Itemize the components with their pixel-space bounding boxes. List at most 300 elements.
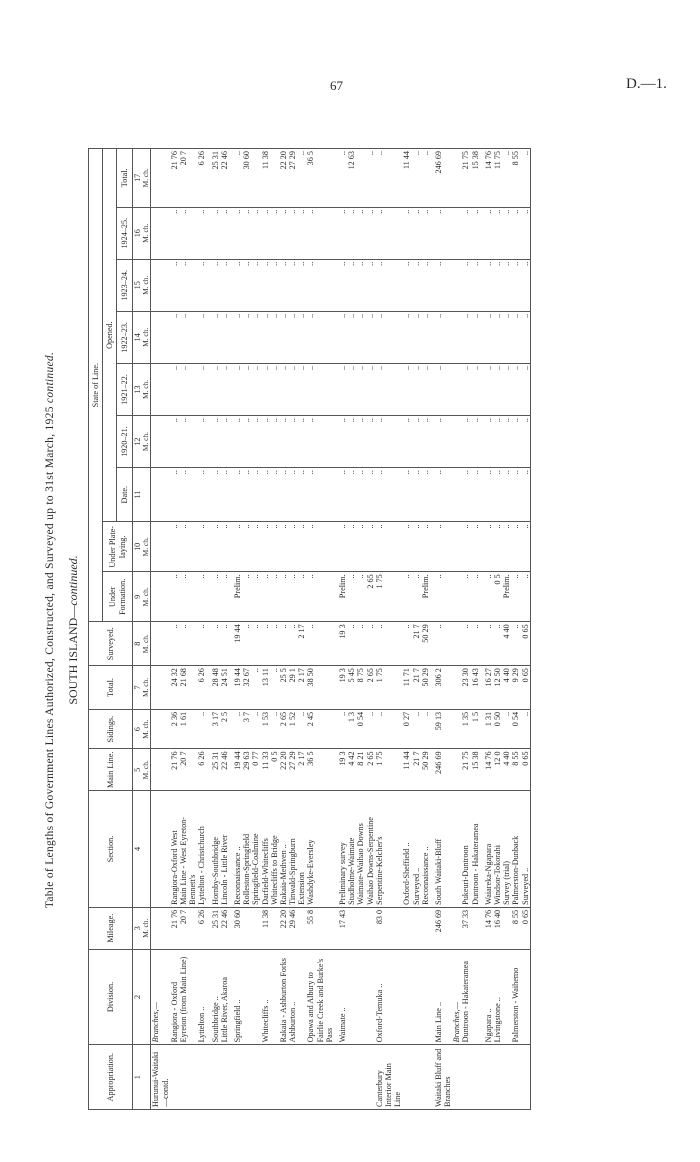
table-cell: .. [279, 622, 288, 666]
table-cell: .. [511, 522, 520, 572]
table-cell: .. [270, 259, 279, 311]
table-cell: .. [306, 622, 334, 666]
table-cell: .. [211, 572, 220, 622]
table-cell: .. [347, 468, 356, 522]
table-cell: .. [421, 468, 430, 522]
table-cell: .. [297, 572, 306, 622]
table-cell: .. [251, 259, 260, 311]
table-cell: .. [306, 259, 334, 311]
table-row [521, 149, 531, 1110]
table-cell [412, 1045, 421, 1110]
column-unit: M. ch. [142, 363, 151, 415]
table-cell: .. [493, 522, 502, 572]
table-cell: 1 31 [484, 709, 493, 749]
table-cell: .. [511, 207, 520, 259]
table-cell: 55 8 [306, 907, 334, 949]
table-cell: 21 7 [412, 749, 421, 791]
column-number: 5 [133, 749, 143, 791]
table-cell: Hornby-Southbridge [211, 791, 220, 908]
table-cell: 22 46 [220, 149, 229, 208]
table-cell: .. [366, 149, 375, 208]
table-cell: 13 11 [261, 666, 270, 710]
table-cell: .. [270, 311, 279, 363]
table-cell: .. [270, 468, 279, 522]
table-cell: .. [233, 149, 242, 208]
table-cell: Waimate .. [338, 949, 347, 1045]
table-cell: .. [279, 311, 288, 363]
table-cell: .. [402, 572, 411, 622]
table-cell [452, 207, 461, 259]
table-cell: .. [288, 522, 297, 572]
table-cell: .. [338, 522, 347, 572]
table-cell: .. [366, 522, 375, 572]
table-cell: .. [434, 207, 452, 259]
table-title-text: Table of Lengths of Government Lines Authorized, Constructed, and Surveyed up to 31st March, 1925 [44, 403, 56, 909]
table-cell: 16 43 [471, 666, 480, 710]
table-cell: 1 5 [471, 709, 480, 749]
table-cell: .. [366, 416, 375, 468]
page-reference: D.—1. [626, 76, 667, 92]
table-cell [452, 572, 461, 622]
table-cell: .. [279, 207, 288, 259]
table-cell: 0 50 [493, 709, 502, 749]
table-cell: 11 38 [261, 907, 270, 949]
table-cell: .. [251, 311, 260, 363]
table-cell: 14 76 [484, 749, 493, 791]
table-cell: .. [261, 416, 270, 468]
table-cell: 4 40 [502, 622, 511, 666]
table-cell: Ashburton .. [288, 949, 297, 1045]
table-cell: .. [484, 259, 493, 311]
table-cell [452, 149, 461, 208]
table-row [493, 149, 502, 1110]
table-cell: 21 76 [170, 907, 179, 949]
table-cell [211, 1045, 220, 1110]
table-cell: Main Line - West Eyreton-Bennett's [179, 791, 197, 908]
table-cell [412, 949, 421, 1045]
table-cell: .. [412, 468, 421, 522]
table-cell: .. [306, 416, 334, 468]
table-cell: 50 29 [421, 666, 430, 710]
column-number: 9 [133, 572, 143, 622]
table-cell: Preliminary survey [338, 791, 347, 908]
table-cell [452, 311, 461, 363]
table-cell: .. [338, 709, 347, 749]
table-cell: .. [179, 468, 197, 522]
col-under-plate-laying: Under Plate-laying. [103, 522, 133, 572]
table-cell: .. [484, 522, 493, 572]
table-cell: .. [211, 468, 220, 522]
table-cell: Lyttelton - Christchurch [197, 791, 206, 908]
table-cell: Livingstone .. [493, 949, 502, 1045]
table-cell: .. [375, 149, 403, 208]
table-cell: .. [421, 311, 430, 363]
table-cell [306, 1045, 334, 1110]
table-cell: .. [251, 363, 260, 415]
table-cell: .. [261, 622, 270, 666]
table-cell: 1 52 [288, 709, 297, 749]
table-cell: 2 65 [366, 666, 375, 710]
table-cell [151, 749, 170, 791]
table-cell [366, 1045, 375, 1110]
table-cell: .. [288, 311, 297, 363]
table-cell: .. [211, 207, 220, 259]
table-cell: .. [347, 363, 356, 415]
table-cell: .. [493, 207, 502, 259]
table-cell: .. [242, 522, 251, 572]
table-cell: .. [493, 311, 502, 363]
table-cell [356, 1045, 365, 1110]
table-cell [151, 468, 170, 522]
column-unit [142, 1045, 151, 1110]
table-cell: .. [521, 311, 531, 363]
table-cell: .. [170, 259, 179, 311]
table-cell [421, 949, 430, 1045]
table-cell: Rangiora - Oxford [170, 949, 179, 1045]
column-unit: M. ch. [142, 149, 151, 208]
table-cell [402, 907, 411, 949]
table-cell: 83 0 [375, 907, 403, 949]
table-cell: 4 40 [502, 749, 511, 791]
table-cell: .. [471, 416, 480, 468]
table-cell: .. [179, 522, 197, 572]
table-cell: Prelim. [338, 572, 347, 622]
table-cell: .. [412, 572, 421, 622]
table-cell: .. [338, 468, 347, 522]
table-cell: .. [502, 311, 511, 363]
table-cell: .. [220, 416, 229, 468]
table-cell: Canterbury Interior Main Line [375, 1045, 403, 1110]
table-cell: .. [197, 522, 206, 572]
table-cell: .. [261, 259, 270, 311]
table-cell: .. [261, 363, 270, 415]
table-cell: .. [461, 522, 470, 572]
table-cell: 21 7 [412, 622, 421, 666]
table-cell [151, 622, 170, 666]
table-cell: .. [251, 468, 260, 522]
table-cell [452, 791, 461, 908]
table-cell [151, 522, 170, 572]
table-cell: .. [412, 522, 421, 572]
table-cell [493, 1045, 502, 1110]
table-cell: Palmerston-Dunback [511, 791, 520, 908]
table-cell: 11 71 [402, 666, 411, 710]
table-cell: .. [434, 572, 452, 622]
table-cell: .. [493, 416, 502, 468]
table-cell: .. [242, 416, 251, 468]
table-cell: 21 76 [170, 749, 179, 791]
table-cell: .. [211, 363, 220, 415]
lines-table [88, 148, 531, 1110]
table-cell: Prelim. [502, 572, 511, 622]
table-cell: 2 17 [297, 666, 306, 710]
table-row [261, 149, 270, 1110]
table-cell: 19 3 [338, 622, 347, 666]
table-cell: .. [297, 207, 306, 259]
table-cell: .. [421, 149, 430, 208]
table-cell: 2 65 [279, 709, 288, 749]
table-cell: .. [270, 207, 279, 259]
col-1922-23: 1922–23. [117, 311, 133, 363]
table-row [421, 149, 430, 1110]
column-unit: M. ch. [142, 572, 151, 622]
table-cell: Rakaia - Ashburton Forks [279, 949, 288, 1045]
table-cell: 306 2 [434, 666, 452, 710]
table-cell: 29 63 [242, 749, 251, 791]
table-cell [270, 907, 279, 949]
table-row [347, 149, 356, 1110]
table-cell: Waimate-Waihao Downs [356, 791, 365, 908]
table-cell: .. [251, 572, 260, 622]
table-cell: .. [484, 416, 493, 468]
table-cell: 4 40 [502, 666, 511, 710]
table-cell: .. [197, 311, 206, 363]
column-number: 7 [133, 666, 143, 710]
table-row [270, 149, 279, 1110]
table-cell: 1 3 [347, 709, 356, 749]
column-unit: M. ch. [142, 749, 151, 791]
table-cell: .. [347, 259, 356, 311]
column-unit: M. ch. [142, 259, 151, 311]
col-under-formation: Under Formation. [103, 572, 133, 622]
table-cell [452, 709, 461, 749]
table-cell: 6 26 [197, 666, 206, 710]
table-cell: .. [366, 622, 375, 666]
table-cell: Rolleston-Springfield [242, 791, 251, 908]
table-cell: .. [366, 468, 375, 522]
table-cell: 3 17 [211, 709, 220, 749]
table-cell: .. [421, 709, 430, 749]
table-cell: .. [297, 468, 306, 522]
table-cell: .. [347, 311, 356, 363]
table-cell: 25 31 [211, 749, 220, 791]
table-cell: .. [242, 622, 251, 666]
table-cell: 246 69 [434, 749, 452, 791]
table-cell: 2 5 [220, 709, 229, 749]
table-cell: .. [484, 311, 493, 363]
table-cell: .. [471, 311, 480, 363]
table-cell [288, 1045, 297, 1110]
table-row [197, 149, 206, 1110]
col-surveyed: Surveyed. [89, 622, 133, 666]
table-cell [220, 1045, 229, 1110]
table-cell: 0 27 [402, 709, 411, 749]
table-cell [270, 149, 279, 208]
table-cell: 32 67 [242, 666, 251, 710]
table-row [151, 149, 170, 1110]
table-cell: 0 77 [251, 749, 260, 791]
table-cell: Ngapara .. [484, 949, 493, 1045]
table-cell [151, 666, 170, 710]
column-number: 11 [133, 468, 143, 522]
table-cell: .. [412, 709, 421, 749]
column-number: 2 [133, 949, 143, 1045]
table-cell: .. [251, 522, 260, 572]
table-cell: Palmerston - Waihemo [511, 949, 520, 1045]
table-cell [502, 1045, 511, 1110]
table-cell: .. [502, 709, 511, 749]
table-cell: .. [270, 709, 279, 749]
table-cell: 0 54 [511, 709, 520, 749]
table-cell: 12 50 [493, 666, 502, 710]
column-number: 14 [133, 311, 143, 363]
table-cell: .. [211, 622, 220, 666]
table-body [151, 149, 530, 1110]
table-cell: 2 65 [366, 749, 375, 791]
table-cell: 36 5 [306, 149, 334, 208]
table-cell: Whitecliffs .. [261, 949, 270, 1045]
table-cell [452, 622, 461, 666]
table-cell: .. [434, 259, 452, 311]
table-cell: .. [521, 259, 531, 311]
table-cell: .. [197, 709, 206, 749]
table-cell: .. [521, 416, 531, 468]
table-cell: 8 21 [356, 749, 365, 791]
table-cell: .. [402, 207, 411, 259]
table-cell: 20 7 [179, 749, 197, 791]
table-cell: .. [179, 311, 197, 363]
table-row [338, 149, 347, 1110]
table-cell [197, 1045, 206, 1110]
table-cell: Hurunui-Waitaki—contd. [151, 1045, 170, 1110]
column-number: 16 [133, 207, 143, 259]
table-cell: 2 45 [306, 709, 334, 749]
col-sidings: Sidings. [89, 709, 133, 749]
table-cell: .. [375, 416, 403, 468]
table-cell: 12 0 [493, 749, 502, 791]
col-main-line: Main Line. [89, 749, 133, 791]
table-cell: 16 27 [484, 666, 493, 710]
table-cell [151, 207, 170, 259]
table-cell: .. [402, 416, 411, 468]
table-cell: .. [521, 468, 531, 522]
table-cell [251, 1045, 260, 1110]
table-cell: 21 7 [412, 666, 421, 710]
table-cell [452, 416, 461, 468]
table-cell: 6 26 [197, 907, 206, 949]
table-cell: .. [461, 622, 470, 666]
table-cell: .. [233, 259, 242, 311]
table-row [502, 149, 511, 1110]
table-cell: .. [338, 259, 347, 311]
col-division: Division. [89, 949, 133, 1045]
col-total: Total. [89, 666, 133, 710]
table-cell: Main Line .. [434, 949, 452, 1045]
table-cell: .. [356, 622, 365, 666]
table-cell [511, 1045, 520, 1110]
table-cell: .. [170, 363, 179, 415]
column-unit: M. ch. [142, 622, 151, 666]
table-cell: Serpentine-Kelcher's [375, 791, 403, 908]
table-cell [251, 149, 260, 208]
table-cell: Surveyed .. [412, 791, 421, 908]
column-unit [142, 468, 151, 522]
table-row [511, 149, 520, 1110]
table-cell: .. [338, 363, 347, 415]
table-cell: .. [233, 468, 242, 522]
rotated-table-page [32, 130, 672, 1130]
table-cell: .. [521, 709, 531, 749]
table-cell: .. [279, 468, 288, 522]
table-row [434, 149, 452, 1110]
table-cell: South Waitaki-Bluff [434, 791, 452, 908]
table-cell: 16 40 [493, 907, 502, 949]
table-cell [151, 907, 170, 949]
table-cell: .. [366, 709, 375, 749]
table-cell: 0 65 [521, 622, 531, 666]
table-row [402, 149, 411, 1110]
table-cell: .. [434, 622, 452, 666]
table-cell: 19 44 [233, 666, 242, 710]
column-number: 10 [133, 522, 143, 572]
table-cell: .. [461, 572, 470, 622]
table-cell: .. [471, 259, 480, 311]
table-cell: .. [471, 572, 480, 622]
table-cell: .. [471, 207, 480, 259]
table-cell: .. [493, 363, 502, 415]
column-number: 8 [133, 622, 143, 666]
table-cell [356, 907, 365, 949]
table-cell: .. [347, 522, 356, 572]
table-cell: .. [412, 363, 421, 415]
table-cell [502, 949, 511, 1045]
table-cell: .. [297, 149, 306, 208]
table-cell: 25 31 [211, 149, 220, 208]
table-row [288, 149, 297, 1110]
table-cell: .. [170, 572, 179, 622]
table-cell: .. [471, 622, 480, 666]
table-cell: 20 7 [179, 907, 197, 949]
table-cell: .. [511, 572, 520, 622]
table-cell: .. [270, 572, 279, 622]
table-cell: .. [356, 468, 365, 522]
table-cell: .. [242, 259, 251, 311]
table-cell: .. [242, 363, 251, 415]
table-cell: Lyttelton .. [197, 949, 206, 1045]
table-cell: Pukeuri-Duntroon [461, 791, 470, 908]
table-cell [297, 949, 306, 1045]
table-cell [521, 1045, 531, 1110]
table-cell [242, 907, 251, 949]
table-cell: .. [297, 522, 306, 572]
table-cell: 2 65 [366, 572, 375, 622]
table-cell: .. [484, 572, 493, 622]
table-cell: .. [412, 259, 421, 311]
col-total-opened: Total. [117, 149, 133, 208]
table-cell: Springfield-Coalmine [251, 791, 260, 908]
table-cell [151, 416, 170, 468]
table-cell: 22 20 [279, 907, 288, 949]
table-cell: Duntroon - Hakateramea [461, 949, 470, 1045]
table-cell: .. [521, 207, 531, 259]
table-cell: .. [288, 259, 297, 311]
table-cell [151, 572, 170, 622]
table-cell: 29 1 [288, 666, 297, 710]
table-cell: 6 26 [197, 749, 206, 791]
table-cell: .. [471, 522, 480, 572]
table-cell: Oxford-Temuka .. [375, 949, 403, 1045]
table-cell: .. [366, 207, 375, 259]
table-cell: .. [421, 363, 430, 415]
table-cell: .. [288, 363, 297, 415]
column-unit: M. ch. [142, 311, 151, 363]
table-cell: 29 46 [288, 907, 297, 949]
table-cell: .. [502, 207, 511, 259]
table-cell: Branches,— [151, 949, 170, 1045]
table-cell: 0 65 [521, 749, 531, 791]
table-cell: .. [461, 311, 470, 363]
table-cell: .. [412, 149, 421, 208]
